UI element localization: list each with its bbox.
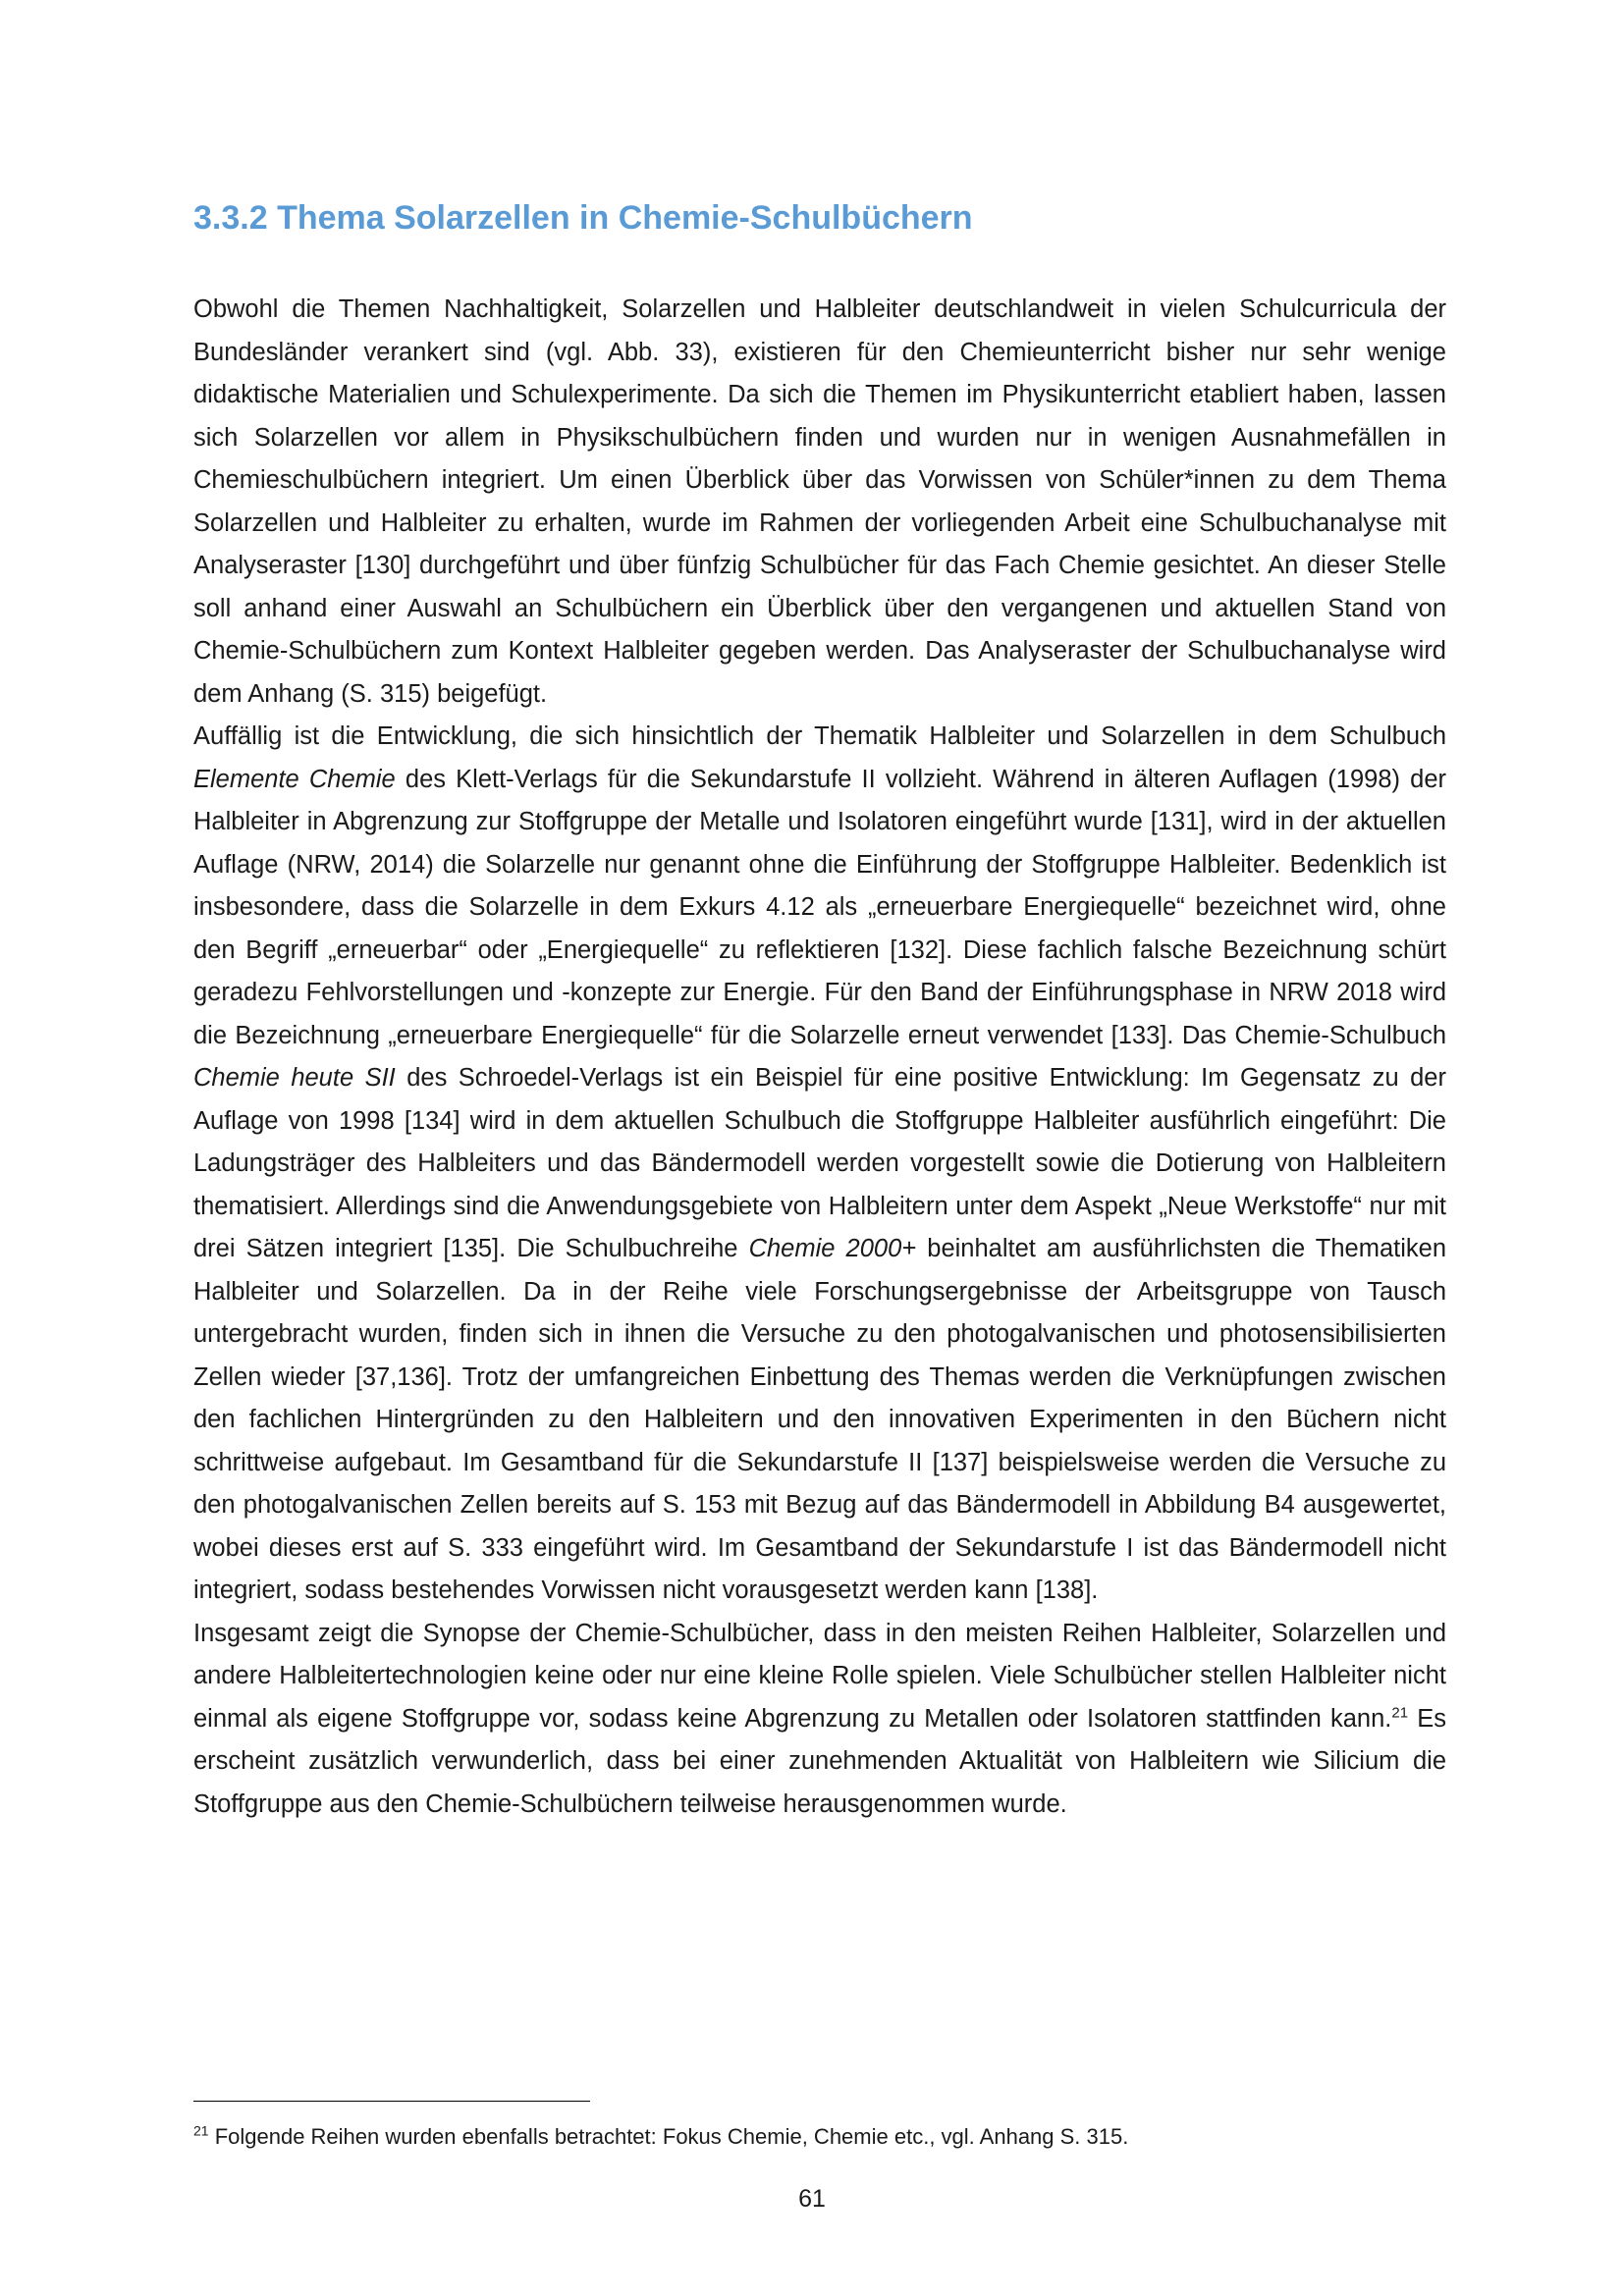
footnote bbox=[193, 2120, 1128, 2154]
footnote-text: Folgende Reihen wurden ebenfalls betrachtet: Fokus Chemie, Chemie etc., vgl. Anhang S. 315. bbox=[208, 2124, 1129, 2149]
footnote-divider bbox=[193, 2101, 590, 2102]
paragraph-1: Obwohl die Themen Nachhaltigkeit, Solarzellen und Halbleiter deutschlandweit in vielen Schulcurricula der Bundesländer verankert sind (vgl. Abb. 33), existieren für den Chemieunterricht bisher nur sehr wenige didaktische Materialien und Schulexperimente. Da sich die Themen im Physikunterricht etabliert haben, lassen sich Solarzellen vor allem in Physikschulbüchern finden und wurden nur in wenigen Ausnahmefällen in Chemieschulbüchern integriert. Um einen Überblick über das Vorwissen von Schüler*innen zu dem Thema Solarzellen und Halbleiter zu erhalten, wurde im Rahmen der vorliegenden Arbeit eine Schulbuchanalyse mit Analyseraster [130] durchgeführt und über fünfzig Schulbücher für das Fach Chemie gesichtet. An dieser Stelle soll anhand einer Auswahl an Schulbüchern ein Überblick über den vergangenen und aktuellen Stand von Chemie-Schulbüchern zum Kontext Halbleiter gegeben werden. Das Analyseraster der Schulbuchanalyse wird dem Anhang (S. 315) beigefügt. bbox=[193, 295, 1446, 708]
section-heading: 3.3.2 Thema Solarzellen in Chemie-Schulbüchern bbox=[193, 199, 973, 237]
paragraph-2-text-1: Auffällig ist die Entwicklung, die sich hinsichtlich der Thematik Halbleiter und Solarzellen in dem Schulbuch bbox=[193, 722, 1446, 750]
paragraph-3 bbox=[193, 1613, 1446, 1827]
page-number: 61 bbox=[798, 2185, 826, 2213]
paragraph-3-text-1: Insgesamt zeigt die Synopse der Chemie-Schulbücher, dass in den meisten Reihen Halbleiter, Solarzellen und andere Halbleitertechnologien keine oder nur eine kleine Rolle spielen. Viele Schulbücher stellen Halbleiter nicht einmal als eigene Stoffgruppe vor, sodass keine Abgrenzung zu Metallen oder Isolatoren stattfinden kann. bbox=[193, 1619, 1446, 1733]
paragraph-2 bbox=[193, 716, 1446, 1613]
book-title-chemie-heute: Chemie heute SII bbox=[193, 1064, 396, 1092]
paragraph-3-text-2: Es erscheint zusätzlich verwunderlich, dass bei einer zunehmenden Aktualität von Halbleitern wie Silicium die Stoffgruppe aus den Chemie-Schulbüchern teilweise herausgenommen wurde. bbox=[193, 1704, 1447, 1818]
footnote-marker: 21 bbox=[193, 2122, 209, 2139]
book-title-elemente-chemie: Elemente Chemie bbox=[193, 765, 396, 793]
body-text bbox=[193, 289, 1446, 1826]
book-title-chemie-2000: Chemie 2000+ bbox=[748, 1235, 917, 1262]
paragraph-2-text-4: beinhaltet am ausführlichsten die Thematiken Halbleiter und Solarzellen. Da in der Reihe viele Forschungsergebnisse der Arbeitsgruppe von Tausch untergebracht wurden, finden sich in ihnen die Versuche zu den photogalvanischen und photosensibilisierten Zellen wieder [37,136]. Trotz der umfangreichen Einbettung des Themas werden die Verknüpfungen zwischen den fachlichen Hintergründen zu den Halbleitern und den innovativen Experimenten in den Büchern nicht schrittweise aufgebaut. Im Gesamtband für die Sekundarstufe II [137] beispielsweise werden die Versuche zu den photogalvanischen Zellen bereits auf S. 153 mit Bezug auf das Bändermodell in Abbildung B4 ausgewertet, wobei dieses erst auf S. 333 eingeführt wird. Im Gesamtband der Sekundarstufe I ist das Bändermodell nicht integriert, sodass bestehendes Vorwissen nicht vorausgesetzt werden kann [138]. bbox=[193, 1235, 1446, 1604]
footnote-reference[interactable]: 21 bbox=[1391, 1704, 1409, 1721]
paragraph-2-text-2: des Klett-Verlags für die Sekundarstufe II vollzieht. Während in älteren Auflagen (1998) der Halbleiter in Abgrenzung zur Stoffgruppe der Metalle und Isolatoren eingeführt wurde [131], wird in der aktuellen Auflage (NRW, 2014) die Solarzelle nur genannt ohne die Einführung der Stoffgruppe Halbleiter. Bedenklich ist insbesondere, dass die Solarzelle in dem Exkurs 4.12 als „erneuerbare Energiequelle“ bezeichnet wird, ohne den Begriff „erneuerbar“ oder „Energiequelle“ zu reflektieren [132]. Diese fachlich falsche Bezeichnung schürt geradezu Fehlvorstellungen und -konzepte zur Energie. Für den Band der Einführungsphase in NRW 2018 wird die Bezeichnung „erneuerbare Energiequelle“ für die Solarzelle erneut verwendet [133]. Das Chemie-Schulbuch bbox=[193, 765, 1446, 1049]
paragraph-2-text-3: des Schroedel-Verlags ist ein Beispiel für eine positive Entwicklung: Im Gegensatz zu der Auflage von 1998 [134] wird in dem aktuellen Schulbuch die Stoffgruppe Halbleiter ausführlich eingeführt: Die Ladungsträger des Halbleiters und das Bändermodell werden vorgestellt sowie die Dotierung von Halbleitern thematisiert. Allerdings sind die Anwendungsgebiete von Halbleitern unter dem Aspekt „Neue Werkstoffe“ nur mit drei Sätzen integriert [135]. Die Schulbuchreihe bbox=[193, 1064, 1446, 1262]
